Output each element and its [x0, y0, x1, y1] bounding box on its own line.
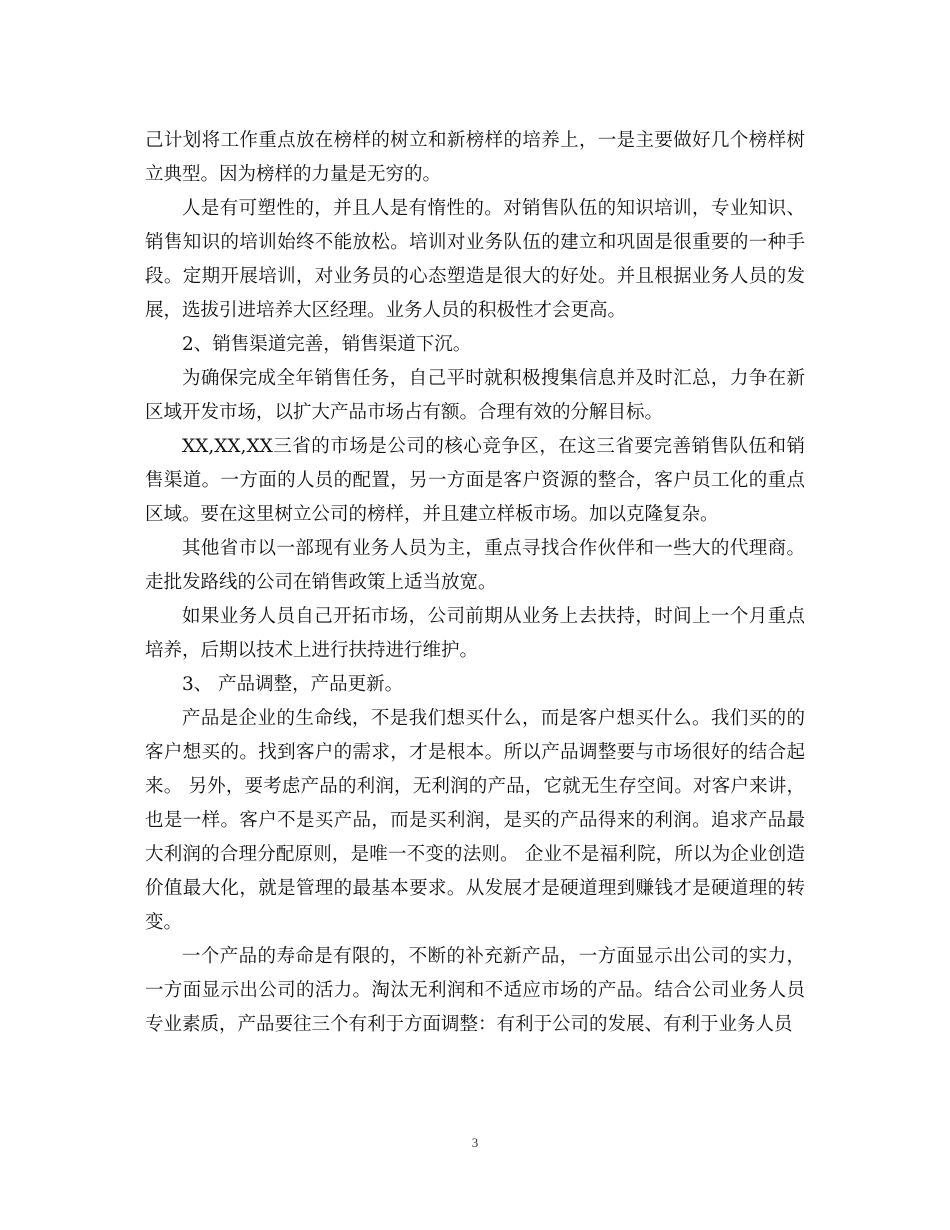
paragraph-8: 一个产品的寿命是有限的，不断的补充新产品，一方面显示出公司的实力，一方面显示出公司的活力。淘汰无利润和不适应市场的产品。结合公司业务人员专业素质，产品要往三个有利于方面调整：有利于公司的发展、有利于业务人员: [145, 946, 805, 1035]
paragraph-1: 己计划将工作重点放在榜样的树立和新榜样的培养上，一是主要做好几个榜样树立典型。因为榜样的力量是无穷的。: [145, 130, 805, 185]
paragraph-7: 产品是企业的生命线，不是我们想买什么，而是客户想买什么。我们买的的客户想买的。找到客户的需求，才是根本。所以产品调整要与市场很好的结合起来。 另外，要考虑产品的利润，无利润的产品，它就无生存空间。对客户来讲，也是一样。客户不是买产品，而是买利润，是买的产品得来的利润。追求产品最大利润的合理分配原则，是唯一不变的法则。 企业不是福利院，所以为企业创造价值最大化，就是管理的最基本要求。从发展才是硬道理到赚钱才是硬道理的转变。: [145, 708, 805, 933]
page-number: 3: [471, 1135, 479, 1150]
paragraph-5: 其他省市以一部现有业务人员为主，重点寻找合作伙伴和一些大的代理商。走批发路线的公司在销售政策上适当放宽。: [145, 538, 805, 593]
section-heading-channels: 2、销售渠道完善，销售渠道下沉。: [182, 334, 472, 355]
section-heading-products: 3、 产品调整，产品更新。: [182, 674, 404, 695]
paragraph-6: 如果业务人员自己开拓市场，公司前期从业务上去扶持，时间上一个月重点培养，后期以技术上进行扶持进行维护。: [145, 606, 805, 661]
paragraph-3: 为确保完成全年销售任务，自己平时就积极搜集信息并及时汇总，力争在新区域开发市场，以扩大产品市场占有额。合理有效的分解目标。: [145, 368, 805, 423]
paragraph-4: XX,XX,XX三省的市场是公司的核心竞争区，在这三省要完善销售队伍和销售渠道。一方面的人员的配置，另一方面是客户资源的整合，客户员工化的重点区域。要在这里树立公司的榜样，并且建立样板市场。加以克隆复杂。: [145, 436, 805, 525]
document-body: [145, 124, 805, 1042]
paragraph-2: 人是有可塑性的，并且人是有惰性的。对销售队伍的知识培训，专业知识、销售知识的培训始终不能放松。培训对业务队伍的建立和巩固是很重要的一种手段。定期开展培训，对业务员的心态塑造是很大的好处。并且根据业务人员的发展，选拔引进培养大区经理。业务人员的积极性才会更高。: [145, 198, 805, 321]
